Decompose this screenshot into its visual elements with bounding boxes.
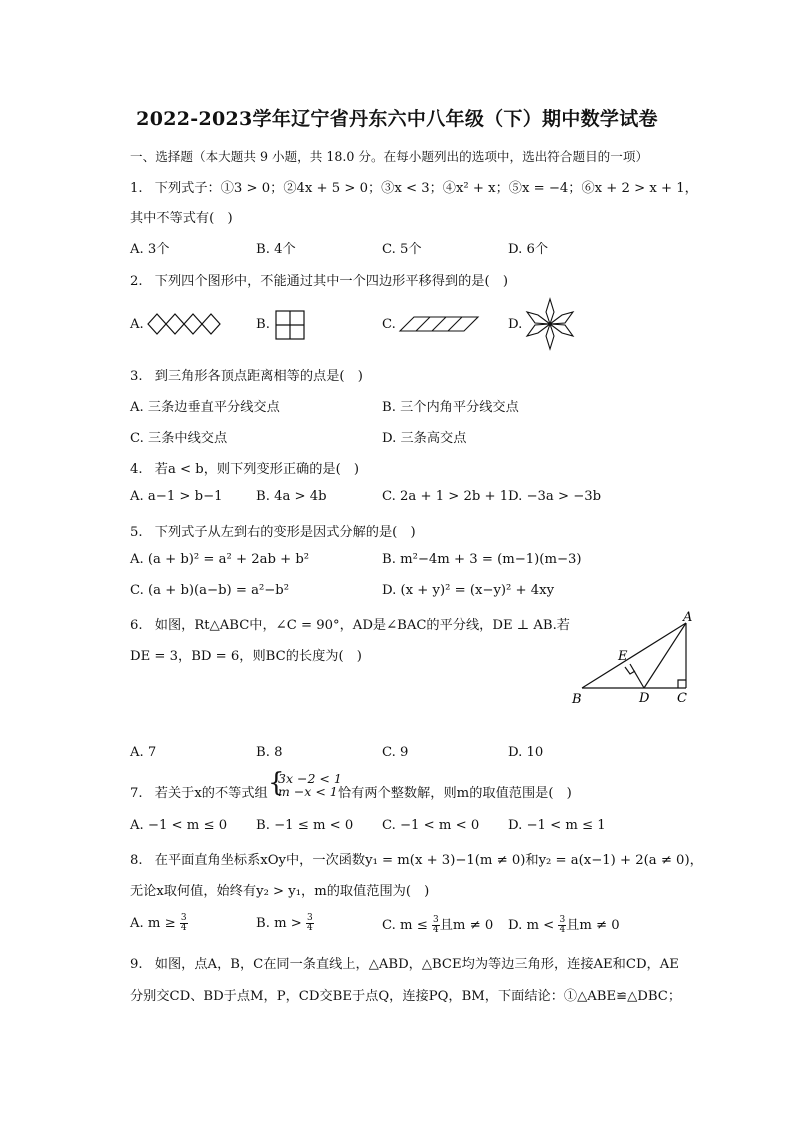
question-number: 4. [130, 462, 143, 477]
q7-option-b[interactable]: B. −1 ≤ m < 0 [256, 818, 354, 833]
q8-option-d[interactable] [508, 914, 620, 935]
right-angle-c [678, 680, 686, 688]
q6-option-b[interactable]: B. 8 [256, 745, 283, 760]
q3-option-b[interactable]: B. 三个内角平分线交点 [382, 400, 519, 415]
q6-option-c[interactable]: C. 9 [382, 745, 409, 760]
q2-option-c[interactable]: C. [382, 317, 396, 332]
question-number: 6. [130, 618, 143, 633]
q4-option-d[interactable]: D. −3a > −3b [508, 489, 602, 504]
option-suffix: 且m ≠ 0 [439, 918, 494, 933]
q8-option-b[interactable] [256, 914, 314, 933]
question-9-line2: 分别交CD、BD于点M，P，CD交BE于点Q，连接PQ，BM，下面结论：①△ABE≌△DBC； [130, 989, 682, 1004]
q4-option-c[interactable]: C. 2a + 1 > 2b + 1 [382, 489, 509, 504]
label-d: D [639, 691, 650, 706]
question-5 [130, 521, 416, 540]
option-prefix: C. m ≤ [382, 918, 432, 933]
q1-option-b[interactable]: B. 4个 [256, 242, 296, 257]
question-number: 9. [130, 957, 143, 972]
denominator: 4 [307, 923, 313, 933]
fraction [306, 914, 314, 933]
denominator: 4 [180, 923, 187, 933]
q2-option-d[interactable]: D. [508, 317, 523, 332]
inequality-1: 3x −2 < 1 [278, 771, 342, 786]
fraction [180, 914, 188, 933]
q4-option-b[interactable]: B. 4a > 4b [256, 489, 327, 504]
question-6 [130, 614, 570, 633]
option-prefix: D. m < [508, 918, 559, 933]
question-8-line2: 无论x取何值，始终有y₂ > y₁，m的取值范围为( ) [130, 884, 430, 899]
q2-figure-b-grid [275, 310, 305, 340]
system-brace: { [268, 768, 285, 798]
q2-option-b[interactable]: B. [256, 317, 270, 332]
question-text: 如图，Rt△ABC中，∠C = 90°，AD是∠BAC的平分线，DE ⊥ AB.若 [154, 618, 570, 633]
question-text: 到三角形各顶点距离相等的点是( ) [154, 369, 363, 384]
label-e: E [618, 649, 628, 664]
question-number: 2. [130, 274, 143, 289]
option-suffix: 且m ≠ 0 [566, 918, 620, 933]
q3-option-c[interactable]: C. 三条中线交点 [130, 431, 228, 446]
question-text: 若a < b，则下列变形正确的是( ) [154, 462, 360, 477]
label-b: B [572, 692, 582, 707]
q1-option-a[interactable]: A. 3个 [130, 242, 170, 257]
q6-option-a[interactable]: A. 7 [130, 745, 157, 760]
q6-option-d[interactable]: D. 10 [508, 745, 544, 760]
question-3 [130, 365, 363, 384]
page-title: 2022-2023学年辽宁省丹东六中八年级（下）期中数学试卷 [136, 108, 658, 130]
q7-option-c[interactable]: C. −1 < m < 0 [382, 818, 480, 833]
question-7 [130, 782, 268, 801]
segment-ad [644, 623, 686, 688]
q3-option-d[interactable]: D. 三条高交点 [382, 431, 467, 446]
numerator: 3 [432, 915, 439, 925]
denominator: 4 [559, 925, 566, 935]
q2-figure-d-flower [526, 298, 574, 350]
q8-option-a[interactable] [130, 914, 188, 933]
question-4 [130, 458, 359, 477]
question-text: 下列四个图形中，不能通过其中一个四边形平移得到的是( ) [154, 274, 508, 289]
q3-option-a[interactable]: A. 三条边垂直平分线交点 [130, 400, 280, 415]
q7-option-a[interactable]: A. −1 < m ≤ 0 [130, 818, 228, 833]
question-1-line2: 其中不等式有( ) [130, 211, 233, 226]
question-2 [130, 270, 508, 289]
section-heading: 一、选择题（本大题共 9 小题，共 18.0 分。在每小题列出的选项中，选出符合题目的一项） [130, 149, 649, 164]
question-text: 下列式子：①3 > 0；②4x + 5 > 0；③x < 3；④x² + x；⑤x = −4；⑥x + 2 > x + 1， [154, 181, 698, 196]
question-9 [130, 953, 679, 972]
q2-figure-c-parallelograms [400, 316, 478, 332]
numerator: 3 [307, 913, 313, 923]
question-number: 3. [130, 369, 143, 384]
q2-figure-a-diamonds [148, 312, 220, 336]
q4-option-a[interactable]: A. a−1 > b−1 [130, 489, 223, 504]
question-text: 下列式子从左到右的变形是因式分解的是( ) [154, 525, 416, 540]
option-prefix: A. m ≥ [130, 916, 180, 931]
denominator: 4 [432, 925, 439, 935]
q1-option-d[interactable]: D. 6个 [508, 242, 549, 257]
inequality-2: m −x < 1 [278, 784, 338, 799]
q7-option-d[interactable]: D. −1 < m ≤ 1 [508, 818, 606, 833]
numerator: 3 [180, 913, 187, 923]
segment-de [630, 664, 644, 688]
q5-option-d[interactable]: D. (x + y)² = (x−y)² + 4xy [382, 583, 555, 598]
numerator: 3 [559, 915, 566, 925]
question-number: 5. [130, 525, 143, 540]
label-a: A [683, 610, 693, 625]
q5-option-b[interactable]: B. m²−4m + 3 = (m−1)(m−3) [382, 552, 582, 567]
q8-option-c[interactable] [382, 914, 493, 935]
option-prefix: B. m > [256, 916, 307, 931]
q5-option-c[interactable]: C. (a + b)(a−b) = a²−b² [130, 583, 290, 598]
question-7-post: 恰有两个整数解，则m的取值范围是( ) [338, 786, 572, 801]
fraction [432, 916, 440, 935]
q1-option-c[interactable]: C. 5个 [382, 242, 422, 257]
question-number: 8. [130, 853, 143, 868]
question-number: 1. [130, 181, 143, 196]
label-c: C [677, 691, 687, 706]
question-text: 如图，点A，B，C在同一条直线上，△ABD，△BCE均为等边三角形，连接AE和CD，AE [154, 957, 679, 972]
q6-triangle-figure [570, 612, 700, 707]
q5-option-a[interactable]: A. (a + b)² = a² + 2ab + b² [130, 552, 310, 567]
fraction [558, 916, 566, 935]
q2-option-a[interactable]: A. [130, 317, 144, 332]
inequality-system [278, 772, 342, 798]
question-6-line2: DE = 3，BD = 6，则BC的长度为( ) [130, 649, 362, 664]
question-1 [130, 177, 698, 196]
side-ba [582, 623, 686, 688]
question-number: 7. [130, 786, 143, 801]
question-8 [130, 849, 703, 868]
question-text: 在平面直角坐标系xOy中，一次函数y₁ = m(x + 3)−1(m ≠ 0)和y₂ = a(x−1) + 2(a ≠ 0)， [154, 853, 703, 868]
question-text-pre: 若关于x的不等式组 [154, 786, 268, 801]
